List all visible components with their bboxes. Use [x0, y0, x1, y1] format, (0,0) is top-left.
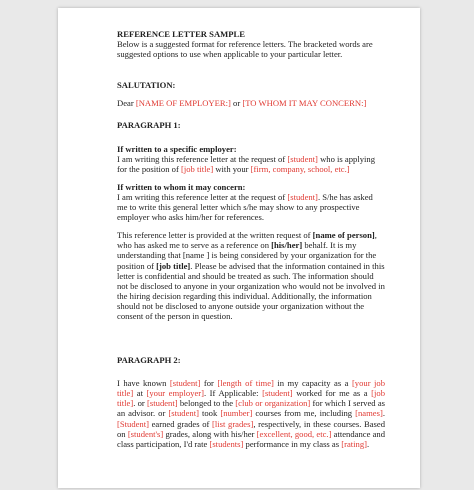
confidential-paragraph: This reference letter is provided at the written request of [name of person], who has asked me to serve as a reference on [his/her] behalf. It is my understanding that [name ] is being considered by your organization for the position of [job title]. Please be advised that the information contained in this letter is confidential and should be treated as such. The information should not be disclosed to anyone in your organization who would not be involved in the hiring decision regarding this individual. Additionally, the information should not be disclosed to anyone outside your organization without the consent of the person in question. — [117, 230, 385, 321]
salutation-line: Dear [NAME OF EMPLOYER:] or [TO WHOM IT MAY CONCERN:] — [117, 98, 367, 109]
document-page — [58, 8, 420, 488]
employer-placeholder: [NAME OF EMPLOYER:] — [135, 98, 231, 109]
whom-it-may-concern-text: I am writing this reference letter at the request of [student]. S/he has asked me to write this general letter which s/he may show to any prospective employer who asks him/her for references. — [117, 191, 373, 223]
paragraph2-heading: PARAGRAPH 2: — [117, 355, 181, 366]
paragraph1-heading: PARAGRAPH 1: — [117, 120, 181, 131]
document-title: REFERENCE LETTER SAMPLE — [117, 29, 245, 39]
specific-employer-text: I am writing this reference letter at the request of [student] who is applying for the position of [job title] with your [firm, company, school, etc.] — [117, 153, 375, 174]
letter-content — [117, 29, 385, 449]
intro-text: Below is a suggested format for reference letters. The bracketed words are suggested options to use when applicable to your particular letter. — [117, 39, 373, 60]
concern-placeholder: [TO WHOM IT MAY CONCERN:] — [242, 98, 367, 109]
specific-employer-heading: If written to a specific employer: — [117, 143, 237, 154]
paragraph2-text: I have known [student] for [length of time] in my capacity as a [your job title] at [your employer]. If Applicable: [student] worked for me as a [job title]. or [student] belonged to the [club or organization] for which I served as an advisor. or [student] took [number] courses from me, including [names]. [Student] earned grades of [list grades], respectively, in these courses. Based on [student's] grades, along with his/her [excellent, good, etc.] attendance and class participation, I'd rate [students] performance in my class as [rating]. — [117, 378, 385, 449]
salutation-heading: SALUTATION: — [117, 80, 176, 91]
whom-it-may-concern-heading: If written to whom it may concern: — [117, 181, 246, 192]
